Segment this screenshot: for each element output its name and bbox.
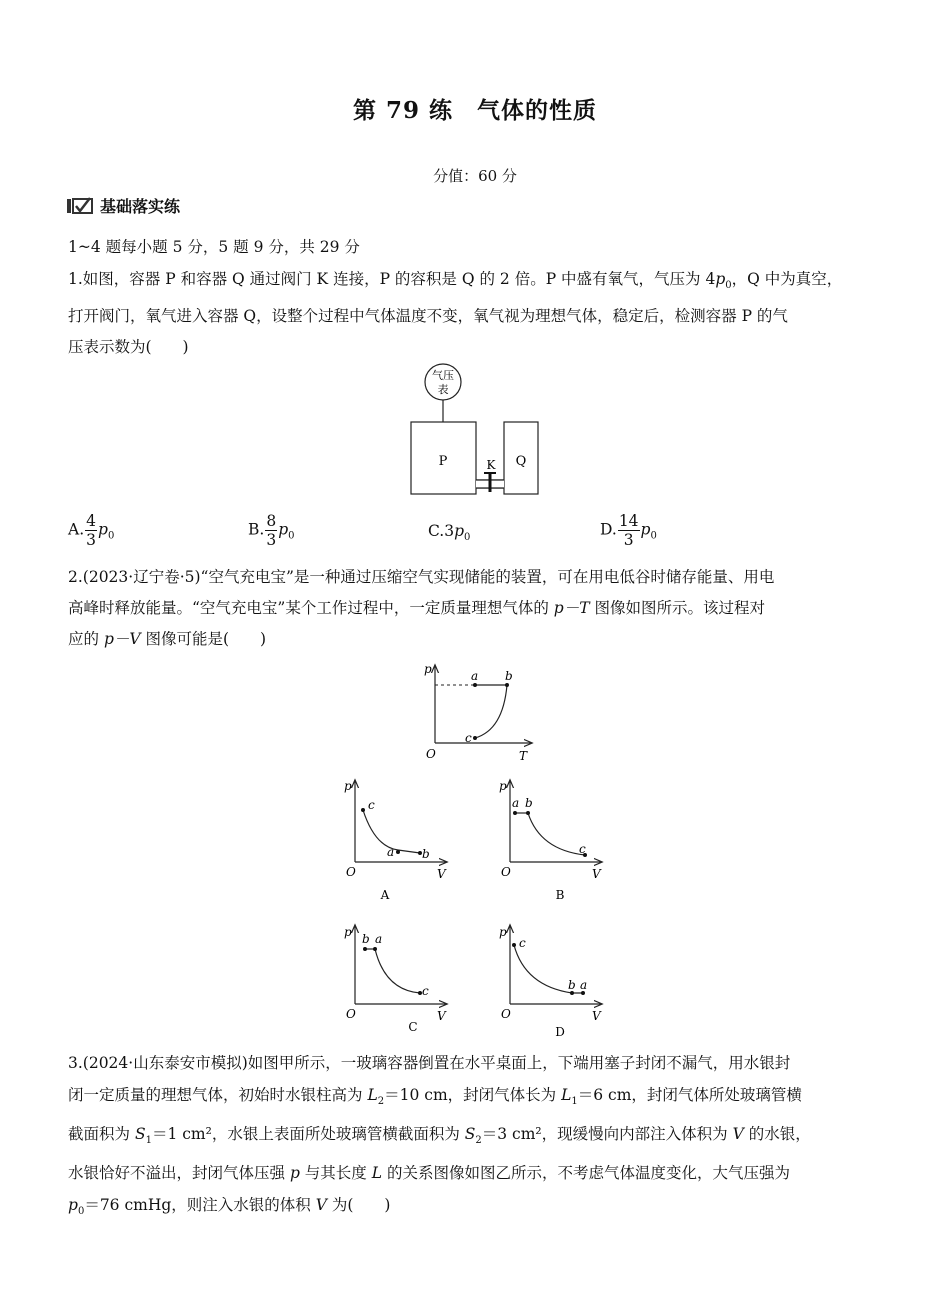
point-c [473,736,477,740]
label-q: Q [515,454,527,469]
origin-label: O [426,747,436,761]
section-title: 基础落实练 [100,197,181,216]
axis-p-label: p [424,662,432,676]
q1-line2: 打开阀门，氧气进入容器 Q，设整个过程中气体温度不变，氧气视为理想气体，稳定后，检测容器 P 的气 [68,307,788,326]
svg-text:V: V [437,867,446,881]
section-header [66,194,180,217]
gauge-label-1: 气压 [432,369,454,382]
pT-graph [415,660,540,765]
page-title: 第 79 练 气体的性质 [352,97,598,124]
curve-cb [475,685,507,738]
gauge-label-2: 表 [437,383,449,396]
svg-text:V: V [592,1009,601,1023]
p0-symbol: p [715,270,726,288]
svg-text:O: O [346,865,356,879]
q1-line1: 1.如图，容器 P 和容器 Q 通过阀门 K 连接，P 的容积是 Q 的 2 倍。P 中盛有氧气，气压为 4 [68,270,716,288]
q1-option-a[interactable]: A. $\frac{4}{3}$ $p_0$ [68,512,115,549]
svg-text:A: A [380,888,390,902]
label-p: P [438,454,448,469]
svg-text:b: b [525,796,533,810]
q1-figure [400,362,550,502]
svg-text:O: O [501,865,511,879]
q2-line3b: 图像可能是( ) [140,630,267,648]
svg-text:V: V [592,867,601,881]
label-a: a [471,669,479,683]
svg-text:a: a [375,932,383,946]
q2-pV: p－V [103,630,141,648]
q1-line1b: ，Q 中为真空， [731,270,843,288]
svg-text:p: p [499,925,507,939]
svg-text:B: B [555,888,565,902]
svg-text:a: a [387,845,395,859]
svg-text:D: D [555,1025,565,1039]
svg-text:a: a [580,978,588,992]
svg-text:c: c [422,984,429,998]
svg-text:V: V [437,1009,446,1023]
q1-option-d[interactable]: D. $\frac{14}{3}$ $p_0$ [600,512,657,549]
svg-text:c: c [519,936,526,950]
svg-text:c: c [368,798,375,812]
p0-sub: 0 [725,280,732,292]
label-c: c [465,731,472,745]
svg-text:p: p [499,779,507,793]
q1-option-b[interactable]: B. $\frac{8}{3}$ $p_0$ [248,512,295,549]
score-value: 分值：60 分 [433,167,517,185]
point-a [473,683,477,687]
q1-text [68,264,888,363]
svg-text:O: O [346,1007,356,1021]
q2-line2b: 图像如图所示。该过程对 [589,599,765,617]
scoring-note: 1~4 题每小题 5 分，5 题 9 分，共 29 分 [68,238,360,256]
graph-option-b[interactable] [495,775,615,903]
graph-option-c[interactable] [340,920,460,1048]
q1-line3: 压表示数为( ) [68,338,189,357]
q3-text: 3.(2024·山东泰安市模拟)如图甲所示，一玻璃容器倒置在水平桌面上，下端用塞子封闭不漏气，用水银封 闭一定质量的理想气体，初始时水银柱高为 $L_2=10$ cm，封闭气体长为 $L_1=6$ cm，封闭气体所处玻璃管横 截面积为 $S_1=1$ cm²，水银上表面所处玻璃管横截面积为 $S_2=3$ cm²，现缓慢向内部注入体积为 V 的水银， 水银恰好不溢出，封闭气体压强 p 与其长度 L 的关系图像如图乙所示，不考虑气体温度变化，大气压强为 $p_0=76$ cmHg，则注入水银的体积 V 为( ) [68,1047,888,1228]
q2-text [68,562,888,655]
graph-option-a[interactable] [340,775,460,903]
label-k: K [486,458,496,472]
svg-text:b: b [422,847,430,861]
svg-text:C: C [408,1020,418,1034]
svg-text:b: b [568,978,576,992]
checklist-icon [66,196,94,216]
point-b [505,683,509,687]
axis-t-label: T [519,749,528,763]
svg-text:p: p [344,925,352,939]
svg-text:b: b [362,932,370,946]
graph-option-d[interactable] [495,920,615,1048]
q3-line1: 3.(2024·山东泰安市模拟)如图甲所示，一玻璃容器倒置在水平桌面上，下端用塞子封闭不漏气，用水银封 [68,1054,791,1072]
svg-text:c: c [579,842,586,856]
label-b: b [505,669,513,683]
q2-line3a: 应的 [68,630,104,648]
q1-option-c[interactable]: $C.3p_0$ [428,522,471,544]
svg-text:a: a [512,796,520,810]
svg-text:O: O [501,1007,511,1021]
svg-text:p: p [344,779,352,793]
q2-pT: p－T [553,599,590,617]
q2-line1: 2.(2023·辽宁卷·5)“空气充电宝”是一种通过压缩空气实现储能的装置，可在用电低谷时储存能量、用电 [68,568,775,586]
q2-line2a: 高峰时释放能量。“空气充电宝”某个工作过程中，一定质量理想气体的 [68,599,554,617]
